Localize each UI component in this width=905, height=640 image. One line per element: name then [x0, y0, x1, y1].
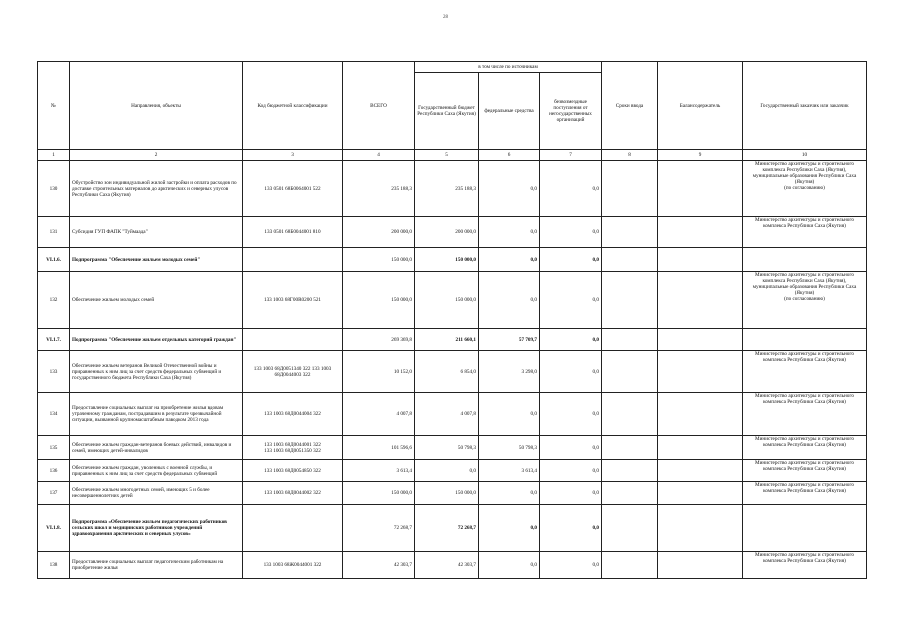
- row-code: [243, 329, 343, 351]
- page-number: 28: [443, 15, 448, 20]
- row-grants: 0,0: [540, 552, 602, 579]
- table-row: [38, 505, 867, 552]
- col-number: 9: [658, 150, 743, 161]
- row-number: 130: [38, 161, 70, 217]
- header-state-budget: Государственный бюджет Республики Саха (Якутия): [415, 73, 479, 150]
- row-direction: Предоставление социальных выплат на приобретение жилья вдовам утраченному гражданам, пострадавшим в результате чрезвычайной ситуации, вызванной крупномасштабным паводком 2013 года: [70, 393, 243, 436]
- row-total: 4 007,8: [343, 393, 415, 436]
- row-holder: [658, 436, 743, 460]
- col-number: 6: [479, 150, 540, 161]
- table-row: [38, 248, 867, 272]
- row-grants: 0,0: [540, 436, 602, 460]
- row-federal: 0,0: [479, 552, 540, 579]
- row-holder: [658, 482, 743, 505]
- row-number: 132: [38, 272, 70, 329]
- row-code: 133 1003 68Д0054850 322: [243, 460, 343, 482]
- row-number: 133: [38, 351, 70, 393]
- row-grants: 0,0: [540, 351, 602, 393]
- row-terms: [602, 248, 658, 272]
- row-customer: Министерство архитектуры и строительного комплекса Республики Саха (Якутия): [743, 436, 867, 460]
- row-direction: Обеспечение жильем граждан-ветеранов боевых действий, инвалидов и семей, имеющих детей-инвалидов: [70, 436, 243, 460]
- header-total: ВСЕГО: [343, 62, 415, 150]
- row-federal: 50 798,3: [479, 436, 540, 460]
- row-direction: Подпрограмма "Обеспечение жильем молодых семей": [70, 248, 243, 272]
- row-grants: 0,0: [540, 482, 602, 505]
- column-number-row: [38, 150, 867, 161]
- table-row: [38, 272, 867, 329]
- row-direction: Предоставление социальных выплат педагогическим работникам на приобретение жилья: [70, 552, 243, 579]
- row-code: 133 1003 68Д0044002 322: [243, 482, 343, 505]
- row-code: 133 1003 68Д0051340 322 133 1003 68Д0044003 322: [243, 351, 343, 393]
- row-total: 150 000,0: [343, 482, 415, 505]
- row-terms: [602, 393, 658, 436]
- row-terms: [602, 505, 658, 552]
- row-customer: Министерство архитектуры и строительного комплекса Республики Саха (Якутия), муниципальные образования Республики Саха (Якутия) (по согласованию): [743, 272, 867, 329]
- row-terms: [602, 161, 658, 217]
- col-number: 2: [70, 150, 243, 161]
- table-row: [38, 393, 867, 436]
- row-direction: Обеспечение жильем граждан, уволенных с военной службы, и приравненных к ним лиц за счет средств федеральных субвенций: [70, 460, 243, 482]
- col-number: 1: [38, 150, 70, 161]
- row-grants: 0,0: [540, 460, 602, 482]
- row-code: 133 1003 68Ж0044001 322: [243, 552, 343, 579]
- row-total: 269 369,8: [343, 329, 415, 351]
- table-row: [38, 460, 867, 482]
- row-holder: [658, 393, 743, 436]
- row-total: 72 268,7: [343, 505, 415, 552]
- row-customer: [743, 505, 867, 552]
- row-number: VI.1.7.: [38, 329, 70, 351]
- table-row: [38, 436, 867, 460]
- row-terms: [602, 436, 658, 460]
- row-direction: Обустройство зон индивидуальной жилой застройки и оплата расходов по доставке строительных материалов до арктических и северных улусов Республики Саха (Якутия): [70, 161, 243, 217]
- row-total: 200 000,0: [343, 217, 415, 248]
- row-grants: 0,0: [540, 272, 602, 329]
- table-row: [38, 482, 867, 505]
- row-federal: 0,0: [479, 248, 540, 272]
- row-customer: Министерство архитектуры и строительного комплекса Республики Саха (Якутия): [743, 217, 867, 248]
- row-number: 138: [38, 552, 70, 579]
- row-code: 133 1003 68Д0044004 322: [243, 393, 343, 436]
- header-sources: в том числе по источникам: [415, 62, 602, 73]
- row-terms: [602, 351, 658, 393]
- row-federal: 0,0: [479, 161, 540, 217]
- row-total: 42 303,7: [343, 552, 415, 579]
- row-total: 10 152,0: [343, 351, 415, 393]
- program-table: [37, 61, 867, 579]
- row-customer: Министерство архитектуры и строительного комплекса Республики Саха (Якутия): [743, 393, 867, 436]
- row-customer: [743, 248, 867, 272]
- row-federal: 3 613,4: [479, 460, 540, 482]
- row-number: VI.1.8.: [38, 505, 70, 552]
- col-number: 7: [540, 150, 602, 161]
- col-number: 10: [743, 150, 867, 161]
- row-code: 133 0501 68Б0064001 522: [243, 161, 343, 217]
- row-direction: Обеспечение жильем молодых семей: [70, 272, 243, 329]
- row-total: 101 596,6: [343, 436, 415, 460]
- row-code: [243, 248, 343, 272]
- row-state-budget: 211 660,1: [415, 329, 479, 351]
- row-customer: Министерство архитектуры и строительного комплекса Республики Саха (Якутия): [743, 482, 867, 505]
- row-code: 133 0501 68Б0044001 810: [243, 217, 343, 248]
- row-customer: Министерство архитектуры и строительного комплекса Республики Саха (Якутия), муниципальные образования Республики Саха (Якутия) (по согласованию): [743, 161, 867, 217]
- row-state-budget: 42 303,7: [415, 552, 479, 579]
- row-number: 135: [38, 436, 70, 460]
- col-number: 8: [602, 150, 658, 161]
- row-state-budget: 150 000,0: [415, 272, 479, 329]
- row-holder: [658, 329, 743, 351]
- row-federal: 0,0: [479, 505, 540, 552]
- col-number: 3: [243, 150, 343, 161]
- row-grants: 0,0: [540, 505, 602, 552]
- row-holder: [658, 161, 743, 217]
- row-number: VI.1.6.: [38, 248, 70, 272]
- row-state-budget: 6 854,0: [415, 351, 479, 393]
- row-federal: 0,0: [479, 272, 540, 329]
- header-holder: Балансодержатель: [658, 62, 743, 150]
- row-grants: 0,0: [540, 217, 602, 248]
- row-holder: [658, 351, 743, 393]
- row-grants: 0,0: [540, 248, 602, 272]
- row-state-budget: 235 188,3: [415, 161, 479, 217]
- header-customer: Государственный заказчик или заказчик: [743, 62, 867, 150]
- header-direction: Направления, объекты: [70, 62, 243, 150]
- row-total: 235 188,3: [343, 161, 415, 217]
- col-number: 4: [343, 150, 415, 161]
- table-row: [38, 552, 867, 579]
- row-total: 150 000,0: [343, 272, 415, 329]
- col-number: 5: [415, 150, 479, 161]
- row-holder: [658, 460, 743, 482]
- row-state-budget: 72 268,7: [415, 505, 479, 552]
- table-row: [38, 351, 867, 393]
- row-federal: 0,0: [479, 217, 540, 248]
- row-federal: 57 709,7: [479, 329, 540, 351]
- row-terms: [602, 552, 658, 579]
- row-state-budget: 150 000,0: [415, 248, 479, 272]
- row-direction: Подпрограмма «Обеспечение жильем педагогических работников сельских школ и медицинских работников учреждений здравоохранения арктических и северных улусов»: [70, 505, 243, 552]
- row-state-budget: 0,0: [415, 460, 479, 482]
- row-state-budget: 150 000,0: [415, 482, 479, 505]
- row-customer: [743, 329, 867, 351]
- row-federal: 3 298,0: [479, 351, 540, 393]
- row-customer: Министерство архитектуры и строительного комплекса Республики Саха (Якутия): [743, 460, 867, 482]
- header-num: №: [38, 62, 70, 150]
- row-direction: Обеспечение жильем многодетных семей, имеющих 5 и более несовершеннолетних детей: [70, 482, 243, 505]
- row-code: 133 1003 68Д0044001 322 133 1003 68Д0051350 322: [243, 436, 343, 460]
- row-grants: 0,0: [540, 393, 602, 436]
- row-holder: [658, 217, 743, 248]
- table-header: [38, 62, 867, 161]
- row-direction: Обеспечение жильем ветеранов Великой Отечественной войны и приравненных к ним лиц за счет средств федеральных субвенций и государственного бюджета Республики Саха (Якутия): [70, 351, 243, 393]
- row-code: 133 1003 68Г00R0200 521: [243, 272, 343, 329]
- header-code: Код бюджетной классификации: [243, 62, 343, 150]
- header-terms: Сроки ввода: [602, 62, 658, 150]
- row-number: 136: [38, 460, 70, 482]
- row-number: 134: [38, 393, 70, 436]
- header-grants: безвозмездные поступления от негосударственных организаций: [540, 73, 602, 150]
- table-row: [38, 161, 867, 217]
- row-total: 150 000,0: [343, 248, 415, 272]
- row-terms: [602, 217, 658, 248]
- row-terms: [602, 329, 658, 351]
- row-direction: Подпрограмма "Обеспечение жильем отдельных категорий граждан": [70, 329, 243, 351]
- row-grants: 0,0: [540, 161, 602, 217]
- row-holder: [658, 248, 743, 272]
- row-code: [243, 505, 343, 552]
- row-customer: Министерство архитектуры и строительного комплекса Республики Саха (Якутия): [743, 351, 867, 393]
- table-body: [38, 161, 867, 579]
- row-total: 3 613,4: [343, 460, 415, 482]
- row-federal: 0,0: [479, 393, 540, 436]
- row-number: 137: [38, 482, 70, 505]
- row-direction: Субсидия ГУП ФАПК "Туймаада": [70, 217, 243, 248]
- header-federal: федеральные средства: [479, 73, 540, 150]
- table-row: [38, 329, 867, 351]
- row-number: 131: [38, 217, 70, 248]
- row-state-budget: 50 798,3: [415, 436, 479, 460]
- row-terms: [602, 460, 658, 482]
- row-holder: [658, 552, 743, 579]
- row-customer: Министерство архитектуры и строительного комплекса Республики Саха (Якутия): [743, 552, 867, 579]
- table-row: [38, 217, 867, 248]
- row-holder: [658, 505, 743, 552]
- row-state-budget: 4 007,8: [415, 393, 479, 436]
- row-terms: [602, 482, 658, 505]
- row-grants: 0,0: [540, 329, 602, 351]
- row-state-budget: 200 000,0: [415, 217, 479, 248]
- row-federal: 0,0: [479, 482, 540, 505]
- row-holder: [658, 272, 743, 329]
- row-terms: [602, 272, 658, 329]
